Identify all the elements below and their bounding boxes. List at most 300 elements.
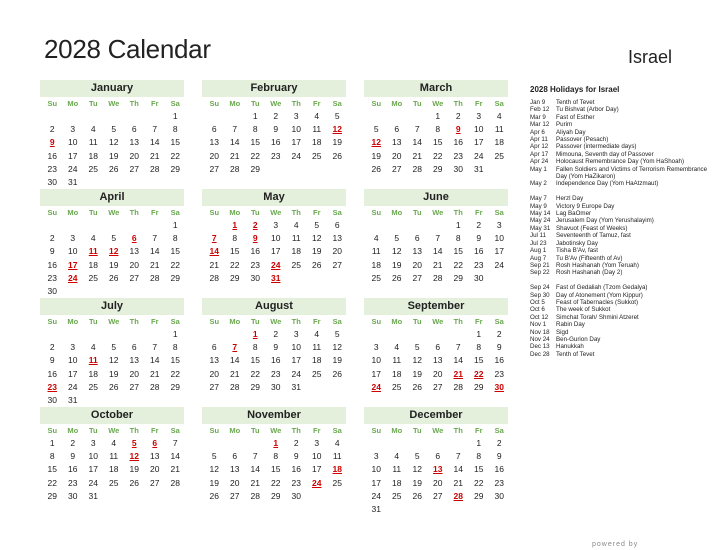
weekday-label: Fr <box>475 317 483 326</box>
month-4 <box>202 189 346 285</box>
holiday-day-cell: 22 <box>474 368 484 379</box>
month-days-grid <box>202 97 346 176</box>
day-cell: 24 <box>494 259 504 270</box>
day-cell: 5 <box>334 329 340 339</box>
day-cell: 20 <box>129 259 139 270</box>
holiday-row <box>530 166 710 181</box>
holiday-row <box>530 306 710 313</box>
day-cell: 20 <box>209 150 219 161</box>
day-cell: 24 <box>474 150 484 161</box>
day-cell: 14 <box>250 464 260 475</box>
day-cell: 6 <box>232 451 238 462</box>
day-cell: 19 <box>209 477 219 488</box>
weekday-label: Su <box>371 317 382 326</box>
holiday-day-cell: 31 <box>271 272 281 283</box>
day-cell: 13 <box>392 137 402 148</box>
holiday-row <box>530 284 710 291</box>
day-cell: 13 <box>332 233 342 244</box>
holiday-list-title: 2028 Holidays for Israel <box>530 85 620 94</box>
day-cell: 29 <box>170 272 180 283</box>
weekday-label: Tu <box>412 426 422 435</box>
weekday-label: Su <box>371 426 382 435</box>
day-cell: 4 <box>496 111 502 121</box>
holiday-row <box>530 314 710 321</box>
day-cell: 22 <box>170 368 180 379</box>
day-cell: 8 <box>172 233 178 244</box>
day-cell: 11 <box>291 233 301 244</box>
day-cell: 15 <box>474 464 484 475</box>
page-title: 2028 Calendar <box>44 34 211 64</box>
day-cell: 17 <box>68 368 78 379</box>
day-cell: 15 <box>474 355 484 366</box>
day-cell: 1 <box>435 111 441 121</box>
holiday-day-cell: 24 <box>68 272 78 283</box>
day-cell: 31 <box>474 163 484 174</box>
weekday-label: Mo <box>391 99 403 108</box>
holiday-name: Fast of Esther <box>556 113 595 121</box>
empty-cell <box>428 437 449 450</box>
month-days-grid <box>40 206 184 298</box>
holiday-row <box>530 343 710 350</box>
day-cell: 20 <box>412 259 422 270</box>
day-cell: 25 <box>88 381 98 392</box>
day-cell: 10 <box>271 233 281 244</box>
empty-cell <box>63 219 84 232</box>
weekday-label: Su <box>371 99 382 108</box>
holiday-name: Tisha B'Av, fast <box>556 247 598 255</box>
day-cell: 8 <box>172 124 178 135</box>
holiday-day-cell: 12 <box>371 137 381 148</box>
weekday-label: Mo <box>67 426 79 435</box>
day-cell: 2 <box>273 329 279 339</box>
holiday-date: Dec 13 <box>530 343 550 351</box>
day-cell: 16 <box>494 355 504 366</box>
day-cell: 6 <box>394 124 400 135</box>
day-cell: 13 <box>129 355 139 366</box>
holiday-day-cell: 11 <box>88 355 98 366</box>
holiday-row <box>530 106 710 113</box>
weekday-label: Tu <box>412 317 422 326</box>
day-cell: 13 <box>209 137 219 148</box>
weekday-label: Su <box>209 208 220 217</box>
day-cell: 23 <box>453 150 463 161</box>
day-cell: 12 <box>332 342 342 353</box>
day-cell: 14 <box>453 355 463 366</box>
holiday-day-cell: 5 <box>131 438 137 448</box>
day-cell: 22 <box>453 259 463 270</box>
month-days-grid <box>364 424 508 516</box>
day-cell: 9 <box>476 233 482 244</box>
day-cell: 28 <box>433 272 443 283</box>
day-cell: 17 <box>494 246 504 257</box>
empty-cell <box>104 219 125 232</box>
holiday-name: Feast of Tabernacles (Sukkot) <box>556 298 639 306</box>
weekday-label: Sa <box>332 208 342 217</box>
day-cell: 6 <box>131 342 137 353</box>
holiday-row <box>530 129 710 136</box>
holiday-name: Tenth of Tevet <box>556 350 595 358</box>
day-cell: 23 <box>494 368 504 379</box>
holiday-row <box>530 329 710 336</box>
day-cell: 11 <box>332 451 342 462</box>
weekday-label: We <box>432 208 444 217</box>
holiday-row <box>530 225 710 232</box>
day-cell: 23 <box>68 477 78 488</box>
day-cell: 21 <box>230 368 240 379</box>
month-5 <box>364 189 508 285</box>
day-cell: 22 <box>250 150 260 161</box>
day-cell: 3 <box>90 438 96 448</box>
day-cell: 11 <box>392 464 402 475</box>
weekday-label: Th <box>129 208 139 217</box>
day-cell: 28 <box>453 381 463 392</box>
day-cell: 8 <box>455 233 461 244</box>
weekday-label: We <box>108 99 120 108</box>
holiday-list <box>530 85 710 358</box>
weekday-label: Su <box>47 208 58 217</box>
holiday-date: Apr 11 <box>530 136 548 144</box>
empty-cell <box>145 328 166 341</box>
day-cell: 20 <box>433 477 443 488</box>
holiday-date: Sep 21 <box>530 261 550 269</box>
holiday-day-cell: 7 <box>211 233 217 244</box>
day-cell: 26 <box>109 272 119 283</box>
day-cell: 22 <box>170 150 180 161</box>
holiday-day-cell: 7 <box>232 342 238 353</box>
holiday-day-cell: 24 <box>371 381 381 392</box>
weekday-label: Fr <box>313 426 321 435</box>
day-cell: 7 <box>152 124 158 135</box>
empty-cell <box>366 110 387 123</box>
holiday-day-cell: 1 <box>232 220 238 230</box>
empty-cell <box>387 328 408 341</box>
weekday-label: Sa <box>494 426 504 435</box>
day-cell: 10 <box>291 342 301 353</box>
day-cell: 28 <box>150 381 160 392</box>
day-cell: 25 <box>88 272 98 283</box>
weekday-label: Mo <box>391 208 403 217</box>
holiday-day-cell: 12 <box>332 124 342 135</box>
day-cell: 16 <box>494 464 504 475</box>
day-cell: 19 <box>412 477 422 488</box>
day-cell: 29 <box>453 272 463 283</box>
holiday-row <box>530 247 710 254</box>
holiday-rows <box>530 99 710 358</box>
weekday-label: We <box>108 426 120 435</box>
holiday-row <box>530 255 710 262</box>
day-cell: 8 <box>435 124 441 135</box>
day-cell: 24 <box>371 490 381 501</box>
weekday-label: Mo <box>391 317 403 326</box>
day-cell: 24 <box>68 163 78 174</box>
holiday-date: May 9 <box>530 202 547 210</box>
holiday-row <box>530 136 710 143</box>
day-cell: 30 <box>47 176 57 187</box>
holiday-name: Sigd <box>556 328 569 336</box>
month-days-grid <box>40 97 184 189</box>
holiday-name: Shavuot (Feast of Weeks) <box>556 224 628 232</box>
empty-cell <box>42 219 63 232</box>
weekday-label: We <box>270 426 282 435</box>
empty-cell <box>225 110 246 123</box>
weekday-label: Sa <box>494 317 504 326</box>
day-cell: 3 <box>70 124 76 135</box>
weekday-label: We <box>108 208 120 217</box>
weekday-label: Th <box>453 99 463 108</box>
day-cell: 19 <box>109 150 119 161</box>
day-cell: 21 <box>250 477 260 488</box>
weekday-label: We <box>108 317 120 326</box>
holiday-day-cell: 9 <box>252 233 258 244</box>
day-cell: 5 <box>373 124 379 135</box>
empty-cell <box>204 110 225 123</box>
empty-cell <box>204 219 225 232</box>
holiday-row <box>530 203 710 210</box>
day-cell: 3 <box>70 233 76 244</box>
empty-cell <box>104 110 125 123</box>
day-cell: 4 <box>314 111 320 121</box>
day-cell: 30 <box>291 490 301 501</box>
day-cell: 4 <box>394 342 400 353</box>
weekday-label: Mo <box>229 99 241 108</box>
day-cell: 5 <box>211 451 217 462</box>
day-cell: 4 <box>394 451 400 462</box>
day-cell: 19 <box>371 150 381 161</box>
day-cell: 5 <box>414 451 420 462</box>
day-cell: 21 <box>150 150 160 161</box>
day-cell: 11 <box>392 355 402 366</box>
day-cell: 18 <box>371 259 381 270</box>
month-days-grid <box>40 424 184 503</box>
day-cell: 24 <box>291 150 301 161</box>
weekday-label: Mo <box>67 208 79 217</box>
holiday-name: Day of Atonement (Yom Kippur) <box>556 291 643 299</box>
weekday-label: Th <box>129 426 139 435</box>
day-cell: 6 <box>435 342 441 353</box>
day-cell: 25 <box>291 259 301 270</box>
day-cell: 30 <box>271 381 281 392</box>
weekday-label: Fr <box>313 208 321 217</box>
month-7 <box>202 298 346 394</box>
day-cell: 5 <box>414 342 420 353</box>
weekday-label: Sa <box>332 426 342 435</box>
month-name: December <box>364 407 508 424</box>
day-cell: 15 <box>170 246 180 257</box>
day-cell: 31 <box>291 381 301 392</box>
country-label: Israel <box>628 47 673 67</box>
holiday-name: Passover (Pesach) <box>556 136 609 144</box>
holiday-row <box>530 262 710 269</box>
month-9 <box>40 407 184 503</box>
holiday-row <box>530 232 710 239</box>
empty-cell <box>448 328 469 341</box>
day-cell: 12 <box>209 464 219 475</box>
weekday-label: Sa <box>170 99 180 108</box>
day-cell: 30 <box>68 490 78 501</box>
month-6 <box>40 298 184 407</box>
month-name: March <box>364 80 508 97</box>
day-cell: 14 <box>170 451 180 462</box>
empty-cell <box>448 437 469 450</box>
day-cell: 26 <box>412 490 422 501</box>
day-cell: 7 <box>455 451 461 462</box>
holiday-date: Apr 24 <box>530 158 549 166</box>
holiday-date: Feb 12 <box>530 106 550 114</box>
holiday-row <box>530 180 710 187</box>
weekday-label: Th <box>291 317 301 326</box>
day-cell: 1 <box>476 438 482 448</box>
day-cell: 2 <box>476 220 482 230</box>
weekday-label: Tu <box>250 99 260 108</box>
holiday-name: Hanukkah <box>556 343 584 351</box>
weekday-label: Tu <box>88 99 98 108</box>
day-cell: 21 <box>412 150 422 161</box>
day-cell: 6 <box>334 220 340 230</box>
weekday-label: Fr <box>313 99 321 108</box>
day-cell: 2 <box>455 111 461 121</box>
month-8 <box>364 298 508 394</box>
day-cell: 19 <box>412 368 422 379</box>
day-cell: 31 <box>88 490 98 501</box>
day-cell: 13 <box>129 137 139 148</box>
day-cell: 17 <box>271 246 281 257</box>
empty-cell <box>428 328 449 341</box>
holiday-row <box>530 269 710 276</box>
holiday-name: Purim <box>556 121 573 129</box>
weekday-label: Fr <box>475 426 483 435</box>
holiday-row <box>530 143 710 150</box>
day-cell: 14 <box>150 355 160 366</box>
weekday-label: Tu <box>88 317 98 326</box>
holiday-day-cell: 12 <box>109 246 119 257</box>
holiday-name: Fast of Gedaliah (Tzom Gedalya) <box>556 284 648 292</box>
holiday-day-cell: 6 <box>131 233 137 244</box>
day-cell: 29 <box>474 490 484 501</box>
day-cell: 4 <box>334 438 340 448</box>
weekday-label: Sa <box>170 317 180 326</box>
day-cell: 14 <box>433 246 443 257</box>
day-cell: 16 <box>47 368 57 379</box>
holiday-row <box>530 158 710 165</box>
month-name: June <box>364 189 508 206</box>
holiday-name: Rosh Hashanah (Yom Teruah) <box>556 261 639 269</box>
day-cell: 15 <box>170 137 180 148</box>
weekday-label: Sa <box>332 99 342 108</box>
day-cell: 14 <box>412 137 422 148</box>
holiday-name: Tenth of Tevet <box>556 99 595 106</box>
weekday-label: We <box>432 99 444 108</box>
day-cell: 18 <box>109 464 119 475</box>
day-cell: 19 <box>332 355 342 366</box>
month-days-grid <box>202 315 346 394</box>
day-cell: 30 <box>474 272 484 283</box>
empty-cell <box>42 328 63 341</box>
holiday-date: Dec 28 <box>530 350 550 358</box>
day-cell: 16 <box>271 137 281 148</box>
day-cell: 27 <box>129 381 139 392</box>
day-cell: 8 <box>252 124 258 135</box>
day-cell: 25 <box>312 368 322 379</box>
weekday-label: We <box>270 208 282 217</box>
empty-cell <box>124 110 145 123</box>
holiday-name: Rabin Day <box>556 321 585 329</box>
day-cell: 21 <box>230 150 240 161</box>
day-cell: 29 <box>271 490 281 501</box>
day-cell: 27 <box>412 272 422 283</box>
holiday-row <box>530 121 710 128</box>
day-cell: 14 <box>230 355 240 366</box>
month-name: April <box>40 189 184 206</box>
day-cell: 15 <box>453 246 463 257</box>
holiday-row <box>530 114 710 121</box>
day-cell: 7 <box>172 438 178 448</box>
day-cell: 23 <box>271 150 281 161</box>
weekday-label: Tu <box>412 208 422 217</box>
holiday-day-cell: 28 <box>453 490 463 501</box>
day-cell: 2 <box>49 342 55 353</box>
day-cell: 27 <box>230 490 240 501</box>
day-cell: 27 <box>150 477 160 488</box>
weekday-label: Fr <box>151 208 159 217</box>
day-cell: 2 <box>49 233 55 244</box>
weekday-label: We <box>270 99 282 108</box>
weekday-label: We <box>270 317 282 326</box>
month-days-grid <box>202 206 346 285</box>
day-cell: 26 <box>371 163 381 174</box>
empty-cell <box>225 437 246 450</box>
empty-cell <box>366 219 387 232</box>
day-cell: 27 <box>209 381 219 392</box>
day-cell: 21 <box>150 368 160 379</box>
holiday-spacer <box>530 277 710 284</box>
weekday-label: Sa <box>332 317 342 326</box>
holiday-name: Passover (intermediate days) <box>556 143 637 151</box>
day-cell: 15 <box>250 355 260 366</box>
day-cell: 30 <box>453 163 463 174</box>
weekday-label: We <box>432 426 444 435</box>
day-cell: 21 <box>150 259 160 270</box>
holiday-name: Ben-Gurion Day <box>556 335 601 343</box>
day-cell: 14 <box>453 464 463 475</box>
day-cell: 26 <box>412 381 422 392</box>
day-cell: 17 <box>291 137 301 148</box>
holiday-row <box>530 240 710 247</box>
day-cell: 16 <box>47 259 57 270</box>
day-cell: 4 <box>293 220 299 230</box>
empty-cell <box>145 110 166 123</box>
day-cell: 7 <box>455 342 461 353</box>
day-cell: 20 <box>230 477 240 488</box>
month-name: September <box>364 298 508 315</box>
holiday-date: Sep 24 <box>530 284 550 292</box>
day-cell: 26 <box>209 490 219 501</box>
day-cell: 15 <box>230 246 240 257</box>
weekday-label: Th <box>291 208 301 217</box>
day-cell: 18 <box>88 259 98 270</box>
day-cell: 23 <box>494 477 504 488</box>
empty-cell <box>124 328 145 341</box>
day-cell: 20 <box>129 368 139 379</box>
day-cell: 23 <box>47 163 57 174</box>
day-cell: 25 <box>88 163 98 174</box>
weekday-label: Su <box>209 426 220 435</box>
day-cell: 27 <box>129 272 139 283</box>
day-cell: 23 <box>291 477 301 488</box>
day-cell: 16 <box>474 246 484 257</box>
holiday-date: Oct 12 <box>530 313 549 321</box>
day-cell: 25 <box>392 490 402 501</box>
day-cell: 15 <box>250 137 260 148</box>
